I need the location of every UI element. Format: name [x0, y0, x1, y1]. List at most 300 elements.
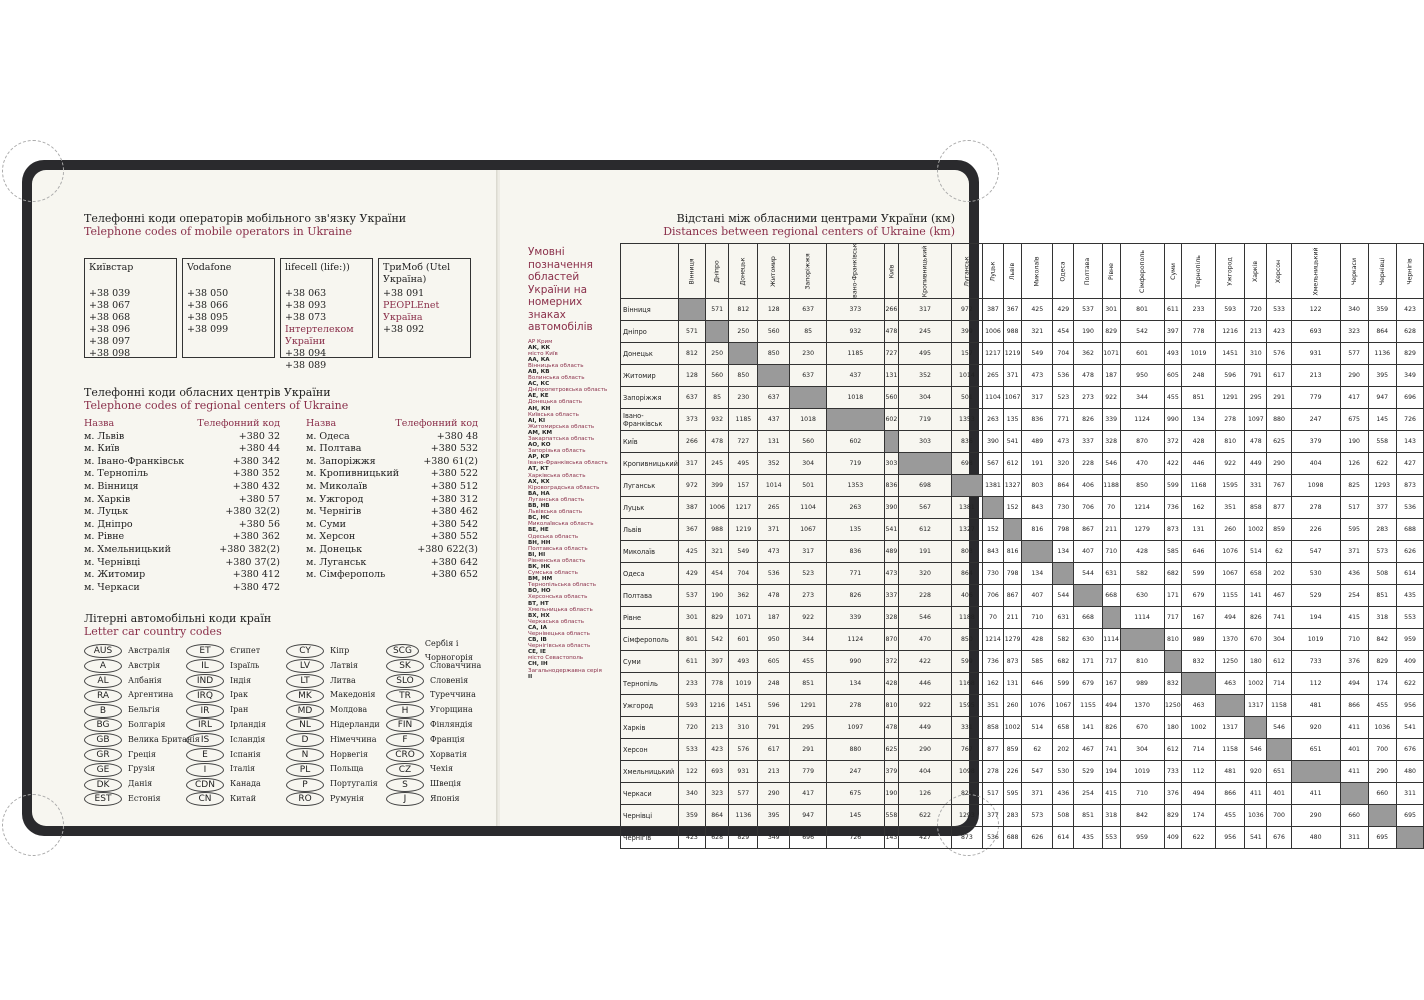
distance-cell: 573	[1022, 805, 1053, 827]
left-page	[32, 170, 497, 826]
regional-header	[306, 418, 478, 431]
distance-cell: 611	[678, 651, 705, 673]
distance-cell: 1019	[1120, 761, 1164, 783]
country-item	[386, 674, 497, 689]
distance-cell: 371	[1003, 365, 1021, 387]
plate-code: АХ, КХ	[528, 478, 550, 485]
distance-cell: 593	[1215, 299, 1244, 321]
distance-cell: 1071	[1102, 343, 1120, 365]
distance-cell: 152	[1003, 497, 1021, 519]
distance-cell: 989	[1120, 673, 1164, 695]
distance-cell: 494	[1340, 673, 1368, 695]
distance-cell: 228	[1074, 453, 1102, 475]
distance-cell: 851	[1368, 585, 1396, 607]
operator-code: +38 093	[285, 300, 327, 311]
distance-cell: 401	[1267, 783, 1291, 805]
distance-cell: 311	[1340, 827, 1368, 849]
distance-cell: 310	[729, 717, 758, 739]
city-name: м. Кропивницький	[306, 468, 400, 480]
distance-cell: 836	[951, 431, 982, 453]
distance-cell: 454	[1053, 321, 1074, 343]
country-item	[84, 792, 200, 807]
distance-cell: 549	[729, 541, 758, 563]
country-name: Грузія	[128, 764, 156, 774]
distance-cell: 612	[1164, 739, 1182, 761]
distance-cell: 850	[1120, 475, 1164, 497]
operator-box	[280, 258, 373, 371]
operator-box	[182, 258, 275, 358]
country-name: Хорватія	[430, 749, 467, 759]
right-page	[500, 170, 1416, 842]
distance-cell: 947	[1368, 387, 1396, 409]
distance-cell	[983, 497, 1004, 519]
distance-cell: 494	[1102, 695, 1120, 717]
distance-cell: 1595	[951, 695, 982, 717]
country-code-oval: IR	[186, 704, 224, 718]
city-name: м. Черкаси	[84, 581, 140, 593]
distance-cell: 152	[983, 519, 1004, 541]
distance-cell: 730	[983, 563, 1004, 585]
city-name: м. Тернопіль	[84, 468, 149, 480]
distance-cell: 415	[1340, 607, 1368, 629]
plate-region: Харківська область	[528, 472, 586, 479]
distance-cell: 553	[1396, 607, 1423, 629]
distance-cell: 395	[758, 805, 790, 827]
distance-cell: 290	[758, 783, 790, 805]
distance-corner	[621, 244, 679, 299]
country-item	[84, 688, 200, 703]
city-name: м. Запоріжжя	[306, 455, 376, 467]
distance-cell: 626	[1396, 541, 1423, 563]
distance-col-header	[1053, 244, 1074, 299]
country-code-oval: J	[386, 792, 424, 806]
distance-col-header	[1003, 244, 1021, 299]
distance-cell: 428	[1120, 541, 1164, 563]
country-item	[186, 748, 266, 763]
country-item	[186, 644, 266, 659]
distance-cell: 867	[1074, 519, 1102, 541]
operator-code: +38 089	[285, 360, 327, 371]
distance-row-label: Луцьк	[621, 497, 679, 519]
distance-cell: 390	[884, 497, 899, 519]
distance-cell: 128	[758, 299, 790, 321]
plate-code: СВ, ІВ	[528, 637, 547, 644]
plates-legend	[528, 246, 616, 680]
country-code-oval: FIN	[386, 718, 424, 732]
city-name: м. Київ	[84, 443, 120, 455]
regional-table-left	[84, 418, 280, 594]
country-item	[386, 659, 497, 674]
distance-cell: 873	[1003, 651, 1021, 673]
distance-cell: 829	[1396, 343, 1423, 365]
distance-cell: 676	[1267, 827, 1291, 849]
distance-cell: 829	[705, 607, 728, 629]
distance-cell: 836	[1022, 409, 1053, 431]
country-code-oval: ET	[186, 644, 224, 658]
distance-row-label: Чернівці	[621, 805, 679, 827]
country-item	[186, 777, 266, 792]
distance-cell: 726	[1396, 409, 1423, 431]
plate-code: ВО, НО	[528, 588, 551, 595]
distance-cell: 371	[1022, 783, 1053, 805]
distance-cell: 706	[983, 585, 1004, 607]
country-name: Словенія	[430, 675, 469, 685]
plate-region: Кіровоградська область	[528, 484, 600, 491]
plate-code: АК, КК	[528, 344, 551, 351]
distance-cell: 411	[1291, 783, 1340, 805]
country-code-oval: SLO	[386, 674, 424, 688]
country-name: Ісландія	[230, 734, 266, 744]
operator-code: +38 092	[383, 324, 425, 335]
distance-cell: 387	[678, 497, 705, 519]
country-name: Польща	[330, 764, 364, 774]
distance-cell: 859	[1003, 739, 1021, 761]
country-code-oval: IL	[186, 659, 224, 673]
country-item	[286, 718, 380, 733]
country-item	[186, 762, 266, 777]
distance-cell: 801	[1120, 299, 1164, 321]
distance-col-label: Ужгород	[1226, 256, 1234, 286]
city-code: +380 32(2)	[225, 506, 280, 518]
country-name: Швеція	[430, 779, 462, 789]
distance-cell: 1155	[1215, 585, 1244, 607]
distance-cell: 478	[884, 321, 899, 343]
distance-cell: 174	[1182, 805, 1216, 827]
operator-code: +38 067	[89, 300, 131, 311]
distance-col-label: Луцьк	[989, 261, 997, 281]
plate-region: Черкаська область	[528, 618, 585, 625]
city-name: м. Луцьк	[84, 506, 129, 518]
distance-cell: 478	[1074, 365, 1102, 387]
distance-cell: 254	[1340, 585, 1368, 607]
country-name: Іран	[230, 705, 249, 715]
country-item	[84, 718, 200, 733]
country-name: Греція	[128, 749, 156, 759]
distance-cell: 304	[1120, 739, 1164, 761]
country-name: Македонія	[330, 690, 376, 700]
distance-cell: 230	[729, 387, 758, 409]
distance-cell: 254	[1074, 783, 1102, 805]
country-item	[186, 718, 266, 733]
distance-cell: 625	[884, 739, 899, 761]
distance-row	[621, 585, 1424, 607]
country-code-oval: IRQ	[186, 689, 224, 703]
distance-cell: 542	[705, 629, 728, 651]
distance-cell: 675	[827, 783, 884, 805]
distance-cell: 778	[1182, 321, 1216, 343]
plate-region: Полтавська область	[528, 545, 588, 552]
regional-title	[84, 386, 348, 412]
distance-cell: 576	[1267, 343, 1291, 365]
operator-code: +38 095	[187, 312, 229, 323]
city-code: +380 512	[430, 480, 478, 492]
country-code-oval: TR	[386, 689, 424, 703]
distance-cell: 1155	[1074, 695, 1102, 717]
distance-cell: 812	[678, 343, 705, 365]
distance-col-header	[1164, 244, 1182, 299]
distance-cell: 495	[729, 453, 758, 475]
distance-cell: 250	[729, 321, 758, 343]
distance-cell: 836	[827, 541, 884, 563]
distance-cell: 143	[1396, 431, 1423, 453]
distance-cell: 180	[1164, 717, 1182, 739]
city-name: м. Чернівці	[84, 556, 141, 568]
distance-cell: 812	[729, 299, 758, 321]
distance-cell: 622	[1182, 827, 1216, 849]
country-code-oval: DK	[84, 778, 122, 792]
letter-title	[84, 612, 271, 638]
distance-cell: 710	[1120, 783, 1164, 805]
plate-region: Загальнодержавна серія	[528, 667, 602, 674]
distance-cell: 1104	[790, 497, 827, 519]
letter-title-ua: Літерні автомобільні коди країн	[84, 612, 272, 625]
distance-cell: 693	[705, 761, 728, 783]
regional-title-ua: Телефонні коди обласних центрів України	[84, 386, 331, 399]
distances-title-en: Distances between regional centers of Ukraine (km)	[663, 225, 955, 238]
distance-cell: 1002	[1245, 673, 1267, 695]
distance-cell: 720	[1245, 299, 1267, 321]
distance-cell: 988	[705, 519, 728, 541]
operator-name: Київстар	[89, 262, 134, 273]
distance-cell: 62	[1267, 541, 1291, 563]
distance-row	[621, 827, 1424, 849]
distance-col-label: Київ	[887, 264, 895, 278]
regional-row	[306, 531, 478, 544]
country-code-oval: F	[386, 733, 424, 747]
distance-cell	[951, 475, 982, 497]
distance-row-label: Одеса	[621, 563, 679, 585]
distance-cell: 1317	[1245, 695, 1267, 717]
city-code: +380 542	[430, 518, 478, 530]
plate-region: місто Київ	[528, 350, 558, 357]
distance-cell: 560	[790, 431, 827, 453]
city-code: +380 342	[232, 455, 280, 467]
distance-row-label: Харків	[621, 717, 679, 739]
distance-cell: 720	[678, 717, 705, 739]
plate-code: ВЕ, НЕ	[528, 527, 549, 534]
distance-cell: 601	[729, 629, 758, 651]
distance-cell: 247	[827, 761, 884, 783]
operator-name: ТриМоб (Utel Україна)	[383, 262, 451, 285]
distance-cell: 931	[729, 761, 758, 783]
distance-col-label: Івано-Франківськ	[851, 242, 859, 300]
distance-cell: 317	[678, 453, 705, 475]
distance-col-label: Вінниця	[688, 257, 696, 285]
distance-cell: 549	[1022, 343, 1053, 365]
distance-cell: 842	[1368, 629, 1396, 651]
distance-cell: 602	[827, 431, 884, 453]
distance-cell: 1451	[1215, 343, 1244, 365]
distance-cell: 367	[1003, 299, 1021, 321]
distance-cell: 523	[1053, 387, 1074, 409]
country-code-oval: CZ	[386, 763, 424, 777]
operators-title	[84, 212, 406, 238]
distance-cell: 626	[1022, 827, 1053, 849]
distance-cell: 611	[1164, 299, 1182, 321]
distance-cell: 1036	[1245, 805, 1267, 827]
distance-cell: 829	[1368, 651, 1396, 673]
distance-cell: 1327	[1003, 475, 1021, 497]
distance-cell: 508	[1368, 563, 1396, 585]
distance-cell: 233	[678, 673, 705, 695]
distance-cell: 719	[827, 453, 884, 475]
regional-table-right	[306, 418, 478, 582]
distance-cell: 397	[705, 651, 728, 673]
distance-cell: 362	[1074, 343, 1102, 365]
regional-header	[84, 418, 280, 431]
distance-cell: 1002	[1003, 717, 1021, 739]
distance-cell: 585	[1164, 541, 1182, 563]
city-name: м. Рівне	[84, 531, 125, 543]
distance-col-header	[951, 244, 982, 299]
plate-code: СА, ІА	[528, 624, 547, 631]
distance-row	[621, 519, 1424, 541]
distance-cell: 331	[951, 717, 982, 739]
distance-cell: 291	[790, 739, 827, 761]
distance-cell: 480	[1291, 827, 1340, 849]
country-code-oval: SK	[386, 659, 424, 673]
distance-cell: 867	[1003, 585, 1021, 607]
city-name: м. Ужгород	[306, 493, 364, 505]
plate-code: ВС, НС	[528, 515, 550, 522]
country-name: Румунія	[330, 793, 364, 803]
distance-cell: 700	[1368, 739, 1396, 761]
distance-col-header	[1022, 244, 1053, 299]
distance-cell: 478	[758, 585, 790, 607]
distance-row-label: Вінниця	[621, 299, 679, 321]
distance-cell	[899, 453, 952, 475]
distance-cell: 541	[1245, 827, 1267, 849]
country-item	[186, 688, 266, 703]
distance-cell: 573	[1368, 541, 1396, 563]
distance-row	[621, 409, 1424, 431]
distance-cell: 373	[827, 299, 884, 321]
distance-cell: 537	[1074, 299, 1102, 321]
distance-cell: 950	[758, 629, 790, 651]
distance-cell: 693	[1291, 321, 1340, 343]
distance-cell: 596	[1215, 365, 1244, 387]
distance-col-label: Чернівці	[1378, 257, 1386, 285]
distance-cell: 577	[729, 783, 758, 805]
distance-cell: 429	[1053, 299, 1074, 321]
plate-region: Миколаївська область	[528, 521, 594, 528]
distance-cell: 617	[1267, 365, 1291, 387]
distance-row	[621, 321, 1424, 343]
planner-book	[22, 160, 1416, 842]
country-code-oval: CN	[186, 792, 224, 806]
distance-col-header	[1182, 244, 1216, 299]
distance-cell: 832	[1164, 673, 1182, 695]
distance-cell: 494	[1182, 783, 1216, 805]
country-code-oval: S	[386, 778, 424, 792]
distance-cell: 630	[1120, 585, 1164, 607]
distance-cell: 427	[1396, 453, 1423, 475]
city-code: +380 532	[430, 443, 478, 455]
country-item	[386, 777, 497, 792]
distance-cell: 134	[1182, 409, 1216, 431]
distance-cell: 602	[884, 409, 899, 431]
distance-cell: 1018	[790, 409, 827, 431]
distance-cell: 582	[1053, 629, 1074, 651]
regional-row	[84, 443, 280, 456]
distance-row	[621, 387, 1424, 409]
distance-row	[621, 475, 1424, 497]
regional-row	[84, 582, 280, 595]
country-name: Китай	[230, 793, 257, 803]
distance-cell: 1097	[827, 717, 884, 739]
distance-cell: 696	[790, 827, 827, 849]
distance-cell: 265	[758, 497, 790, 519]
distance-cell: 141	[1245, 585, 1267, 607]
distance-cell: 546	[1102, 453, 1120, 475]
distance-cell: 425	[1022, 299, 1053, 321]
distance-cell: 870	[884, 629, 899, 651]
distance-cell: 595	[1340, 519, 1368, 541]
corner-stitch	[2, 794, 64, 856]
distance-cell: 371	[1340, 541, 1368, 563]
operators-title-ua: Телефонні коди операторів мобільного зв'язку України	[84, 212, 407, 225]
city-name: м. Донецьк	[306, 543, 363, 555]
distance-cell: 932	[705, 409, 728, 431]
distance-cell: 213	[705, 717, 728, 739]
distance-cell: 637	[678, 387, 705, 409]
regional-row	[306, 557, 478, 570]
distance-cell: 190	[884, 783, 899, 805]
distance-col-label: Одеса	[1059, 260, 1067, 282]
plate-region: Житомирська область	[528, 423, 595, 430]
regional-row	[306, 431, 478, 444]
distance-cell: 359	[1368, 299, 1396, 321]
distance-cell: 349	[758, 827, 790, 849]
distance-row-label: Житомир	[621, 365, 679, 387]
country-name: Угорщина	[430, 705, 473, 715]
distance-cell: 290	[1368, 761, 1396, 783]
distance-col-header	[827, 244, 884, 299]
distance-cell: 536	[1053, 365, 1074, 387]
distance-row-label: Сімферополь	[621, 629, 679, 651]
distance-cell: 473	[758, 541, 790, 563]
distance-cell: 1353	[951, 409, 982, 431]
distance-cell: 1219	[1003, 343, 1021, 365]
distance-cell: 295	[1245, 387, 1267, 409]
distance-cell: 436	[1053, 783, 1074, 805]
distance-cell: 1067	[1003, 387, 1021, 409]
distance-cell: 112	[1291, 673, 1340, 695]
distance-col-label: Луганськ	[963, 255, 971, 287]
distance-cell: 631	[1053, 607, 1074, 629]
distance-row	[621, 673, 1424, 695]
plates-title: Умовні позначення областей України на номерних знаках автомобілів	[528, 246, 593, 333]
distance-cell: 295	[790, 717, 827, 739]
country-item	[386, 688, 497, 703]
distance-cell: 190	[1340, 431, 1368, 453]
distance-cell: 877	[983, 739, 1004, 761]
country-code-oval: AUS	[84, 644, 122, 658]
distance-cell: 407	[1074, 541, 1102, 563]
distance-cell: 126	[1340, 453, 1368, 475]
distance-cell: 422	[1164, 453, 1182, 475]
distance-cell: 122	[678, 761, 705, 783]
distance-cell: 1381	[951, 497, 982, 519]
distance-cell: 213	[1291, 365, 1340, 387]
distance-cell: 601	[1120, 343, 1164, 365]
distance-cell	[1182, 673, 1216, 695]
distance-header-row	[621, 244, 1424, 299]
distance-cell: 180	[1245, 651, 1267, 673]
distance-cell: 226	[1291, 519, 1340, 541]
distance-cell: 473	[884, 563, 899, 585]
distance-row	[621, 343, 1424, 365]
